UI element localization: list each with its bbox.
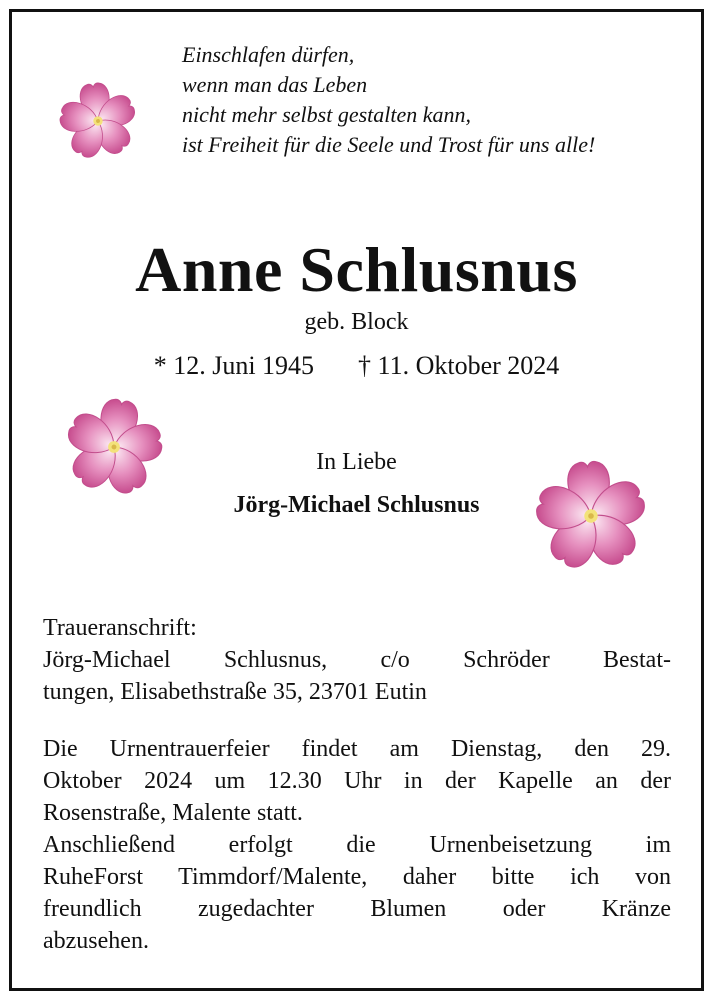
ceremony-line: Die Urnentrauerfeier findet am Dienstag, den 29. (43, 736, 671, 762)
mourning-address (43, 612, 671, 708)
poem-line: Einschlafen dürfen, (182, 42, 355, 67)
ceremony-line: RuheForst Timmdorf/Malente, daher bitte ich von (43, 864, 671, 890)
ceremony-line: Oktober 2024 um 12.30 Uhr in der Kapelle an der (43, 768, 671, 794)
birth-date: * 12. Juni 1945 (153, 351, 315, 380)
poem-line: wenn man das Leben (182, 72, 368, 97)
poem-line: ist Freiheit für die Seele und Trost für uns alle! (182, 132, 596, 157)
maiden-name: geb. Block (304, 309, 409, 335)
ceremony-line: Rosenstraße, Malente statt. (43, 800, 303, 826)
ceremony-line: Anschließend erfolgt die Urnenbeisetzung im (43, 832, 671, 858)
mourners-intro: In Liebe (316, 449, 397, 475)
mourners-names: Jörg-Michael Schlusnus (233, 492, 480, 518)
poem (182, 40, 682, 160)
poem-line: nicht mehr selbst gestalten kann, (182, 102, 472, 127)
life-dates (0, 350, 713, 382)
ceremony-line: freundlich zugedachter Blumen oder Kränze (43, 896, 671, 922)
ceremony-line: abzusehen. (43, 928, 149, 954)
flower-top-left (56, 82, 140, 160)
address-heading: Traueranschrift: (43, 615, 197, 641)
death-date: † 11. Oktober 2024 (358, 351, 560, 380)
address-line: Jörg-Michael Schlusnus, c/o Schröder Bestat- (43, 647, 671, 673)
address-line: tungen, Elisabethstraße 35, 23701 Eutin (43, 679, 427, 705)
deceased-name: Anne Schlusnus (135, 234, 578, 305)
ceremony-text (43, 733, 671, 957)
